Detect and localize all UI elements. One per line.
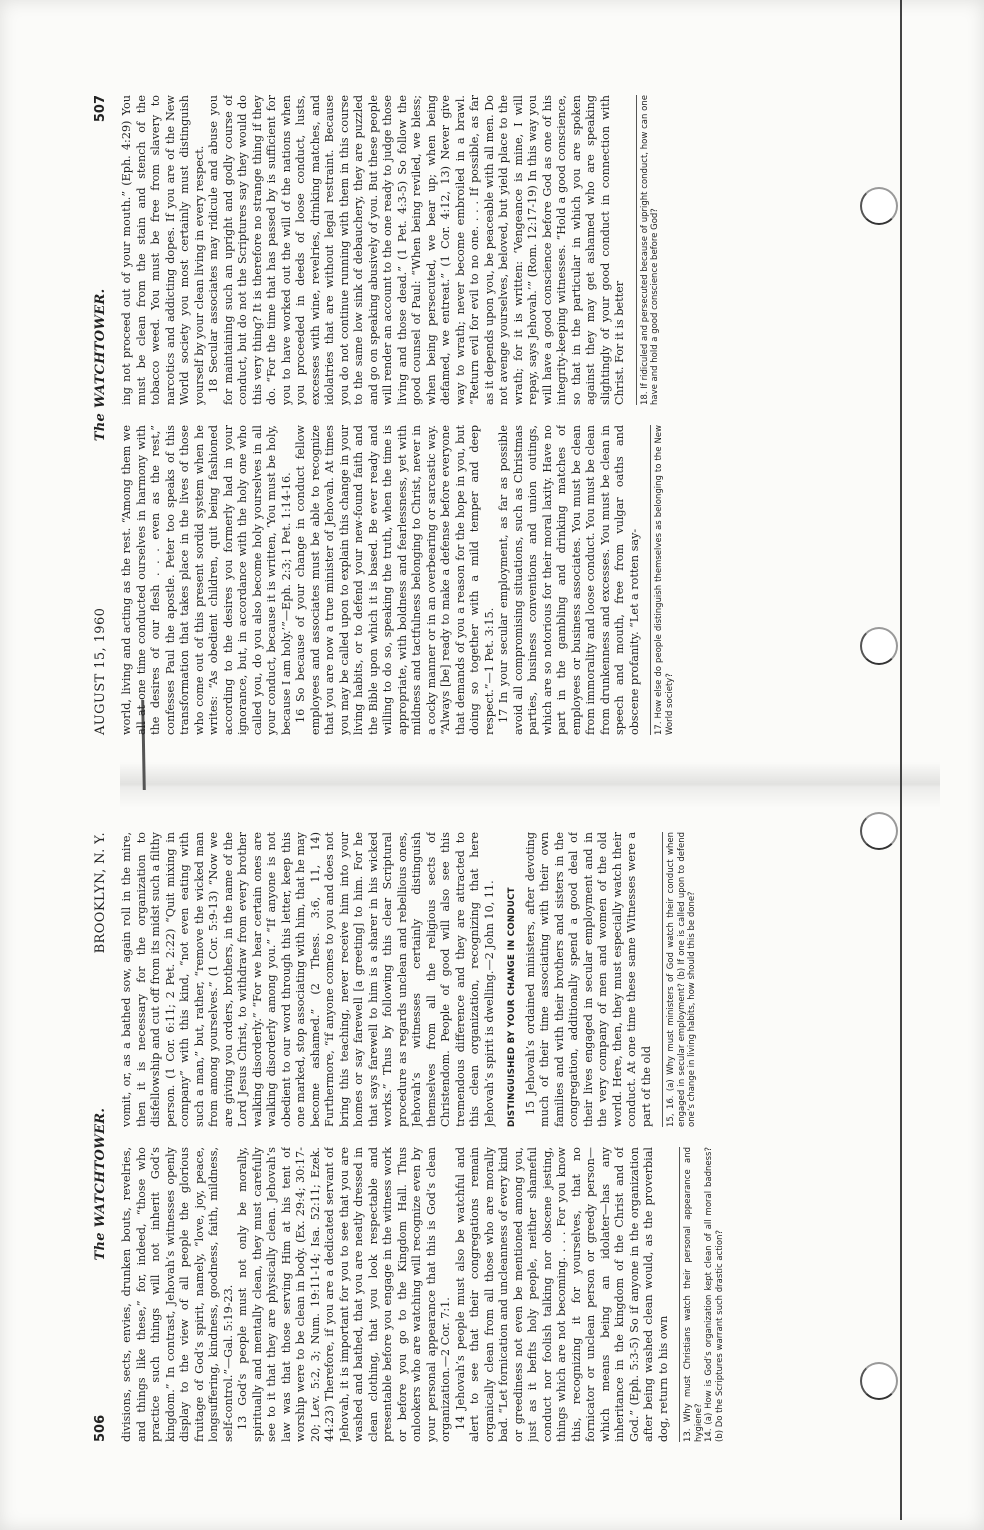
left-column-1 bbox=[120, 1147, 880, 1442]
question-18: 18. If ridiculed and persecuted because of upright conduct, how can one have and hold a good conscience before God? bbox=[639, 95, 660, 405]
study-questions bbox=[650, 425, 675, 735]
paragraph-14: 14 Jehovah’s people must also be watchful and alert to see that their congregations remain organically clean from all those who are morally bad. “Let fornication and uncleanness of every kind or greediness not even be mentioned among you, just as it befits holy people, neither shameful conduct nor foolish talking nor obscene jesting, things which are not becoming. . . . For you know this, recognizing it for yourselves, that no fornicator or unclean person or greedy person—which means being an idolater—has any inheritance in the kingdom of the Christ and of God.” (Eph. 5:3-5) So if anyone in the organization after being washed clean would, as the proverbial dog, return to his own bbox=[453, 1147, 670, 1442]
paragraph-15: 15 Jehovah’s ordained ministers, after devoting much of their time associating with their own families and with their brothers and sisters in the congregation, additionally spend a good deal of their lives engaged in secular employment and in the very company of men and women of the old world. Here, then, they must especially watch their conduct. At one time these same Witnesses were a part of the old bbox=[523, 832, 653, 1127]
left-page-columns bbox=[120, 832, 880, 1442]
paragraph-13: 13 God’s people must not only be morally, spiritually and mentally clean, they must carefully see to it that they are physically clean. Jehovah’s law was that those serving Him at his tent of worship were to be clean in body. (Ex. 29:4; 30:17-20; Lev. 5:2, 3; Num. 19:11-14; Isa. 52:11; Ezek. 44:23) Therefore, if you are a dedicated servant of Jehovah, it is important for you to see that you are washed and bathed, that you are neatly dressed in clean clothing, that you look respectable and presentable before you engage in the witness work or before you go to the Kingdom Hall. Thus onlookers who are watching will recognize even by your personal appearance that this is God’s clean organization.—2 Cor. 7:1. bbox=[236, 1147, 452, 1442]
right-column-2 bbox=[120, 95, 880, 405]
magazine-title-left: The WATCHTOWER. bbox=[92, 1107, 108, 1261]
study-questions bbox=[662, 832, 698, 1127]
page-number-left: 506 bbox=[92, 1414, 108, 1442]
magazine-title-right: The WATCHTOWER. bbox=[92, 288, 108, 442]
right-page-columns bbox=[120, 95, 880, 735]
study-questions bbox=[636, 95, 661, 405]
left-page-header bbox=[88, 832, 112, 1442]
paragraph-17: 17 In your secular employment, as far as possible avoid all compromising situations, such as Christmas parties, business conventions and union outings, which are so notorious for their moral laxity. Have no part in the gambling and drinking matches of employees or business associates. You must be clean from immorality and loose conduct. You must be clean from drunkenness and excesses. You must be clean in speech and mouth, free from vulgar oaths and obscene profanity. “Let a rotten say- bbox=[497, 425, 641, 735]
paragraph-18: 18 Secular associates may ridicule and abuse you for maintaining such an upright and godly course of conduct, but do not the Scriptures say they would do this very thing? It is therefore no strange thing if they do. “For the time that has passed by is sufficient for you to have worked out the will of the nations when you proceeded in deeds of loose conduct, lusts, excesses with wine, revelries, drinking matches, and idolatries that are without legal restraint. Because you do not continue running with them in this course to the same low sink of debauchery, they are puzzled and go on speaking abusively of you. But these people will render an account to the one ready to judge those living and those dead.” (1 Pet. 4:3-5) So follow the good counsel of Paul: “When being reviled, we bless; when being persecuted, we bear up; when being defamed, we entreat.” (1 Cor. 4:12, 13) Never give way to wrath; never become embroiled in a brawl. “Return evil for evil to no one. . . . If possible, as far as it depends upon you, be peaceable with all men. Do not avenge yourselves, beloved, but yield place to the wrath; for it is written: ‘Vengeance is mine, I will repay, says Jehovah.’” (Rom. 12:17-19) In this way you will have a good conscience before God as one of his integrity-keeping witnesses. “Hold a good conscience, so that in the particular in which you are spoken against they may get ashamed who are speaking slightingly of your good conduct in connection with Christ. For it is better bbox=[207, 95, 626, 405]
study-questions bbox=[679, 1147, 725, 1442]
section-subheading: DISTINGUISHED BY YOUR CHANGE IN CONDUCT bbox=[507, 887, 517, 1127]
right-column-1 bbox=[120, 425, 880, 735]
question-17: 17. How else do people distinguish themselves as belonging to the New World society? bbox=[654, 425, 675, 735]
paragraph-16: 16 So because of your change in conduct fellow employees and associates must be able to recognize that you are now a true minister of Jehovah. At times you may be called upon to explain this change in your living habits, or to defend your new-found faith and the Bible upon which it is based. Be ever ready and willing to do so, speaking the truth, when the time is appropriate, with boldness and fearlessness, yet with mildness and tactfulness belonging to Christ, never in a cocky manner or in an overbearing or sarcastic way. “Always [be] ready to make a defense before everyone that demands of you a reason for the hope in you, but doing so together with a mild temper and deep respect.”—1 Pet. 3:15. bbox=[294, 425, 496, 735]
issue-date-header: AUGUST 15, 1960 bbox=[92, 607, 108, 735]
question-15-16: 15, 16. (a) Why must ministers of God watch their conduct when engaged in secular employment? (b) If one is called upon to defend one’s change in living habits, how should this be done? bbox=[666, 832, 697, 1127]
paragraph: divisions, sects, envies, drunken bouts, revelries, and things like these,” for, indeed, “those who practice such things will not inherit God’s kingdom.” In contrast, Jehovah’s witnesses openly display to the view of all people the glorious fruitage of God’s spirit, namely, “love, joy, peace, longsuffering, kindness, goodness, faith, mildness, self-control.”—Gal. 5:19-23. bbox=[120, 1147, 235, 1442]
location-header: BROOKLYN, N. Y. bbox=[92, 832, 108, 954]
left-column-2 bbox=[120, 832, 880, 1127]
punch-hole-icon bbox=[860, 1362, 898, 1400]
punch-hole-icon bbox=[860, 812, 898, 850]
paragraph: ing not proceed out of your mouth.” (Eph. 4:29) You must be clean from the stain and stench of the tobacco weed. You must be free from slavery to narcotics and addicting dopes. If you are of the New World society you most certainly must distinguish yourself by your clean living in every respect. bbox=[120, 95, 206, 405]
question-13: 13. Why must Christians watch their personal appearance and hygiene? bbox=[683, 1147, 704, 1442]
right-page-header bbox=[88, 95, 112, 735]
left-page bbox=[0, 780, 984, 1530]
paragraph: world, living and acting as the rest. “Among them we all at one time conducted ourselves in harmony with the desires of our flesh . . . even as the rest,” confesses Paul the apostle. Peter too speaks of this transformation that takes place in the lives of those who come out of this present sordid system when he writes: “As obedient children, quit being fashioned according to the desires you formerly had in your ignorance, but, in accordance with the holy one who called you, do you also become holy yourselves in all your conduct, because it is written, ‘You must be holy, because I am holy.’”—Eph. 2:3; 1 Pet. 1:14-16. bbox=[120, 425, 293, 735]
punch-hole-icon bbox=[860, 187, 898, 225]
punch-hole-icon bbox=[860, 627, 898, 665]
paragraph: vomit, or, as a bathed sow, again roll in the mire, then it is necessary for the organization to disfellowship and cut off from its midst such a filthy person. (1 Cor. 6:11; 2 Pet. 2:22) “Quit mixing in company” with this kind, “not even eating with such a man,” but, rather, “remove the wicked man from among yourselves.” (1 Cor. 5:9-13) “Now we are giving you orders, brothers, in the name of the Lord Jesus Christ, to withdraw from every brother walking disorderly.” “For we hear certain ones are walking disorderly among you.” “If anyone is not obedient to our word through this letter, keep this one marked, stop associating with him, that he may become ashamed.” (2 Thess. 3:6, 11, 14) Furthermore, “if anyone comes to you and does not bring this teaching, never receive him into your homes or say farewell [a greeting] to him. For he that says farewell to him is a sharer in his wicked works.” Thus by following this clear Scriptural procedure as regards unclean and rebellious ones, Jehovah’s witnesses certainly distinguish themselves from all the religious sects of Christendom. People of good will also see this tremendous difference and they are attracted to this clean organization, recognizing that here Jehovah’s spirit is dwelling.—2 John 10, 11. bbox=[120, 832, 496, 1127]
question-14: 14. (a) How is God’s organization kept clean of all moral badness? (b) Do the Scriptures warrant such drastic action? bbox=[704, 1147, 725, 1442]
page-number-right: 507 bbox=[92, 95, 108, 123]
